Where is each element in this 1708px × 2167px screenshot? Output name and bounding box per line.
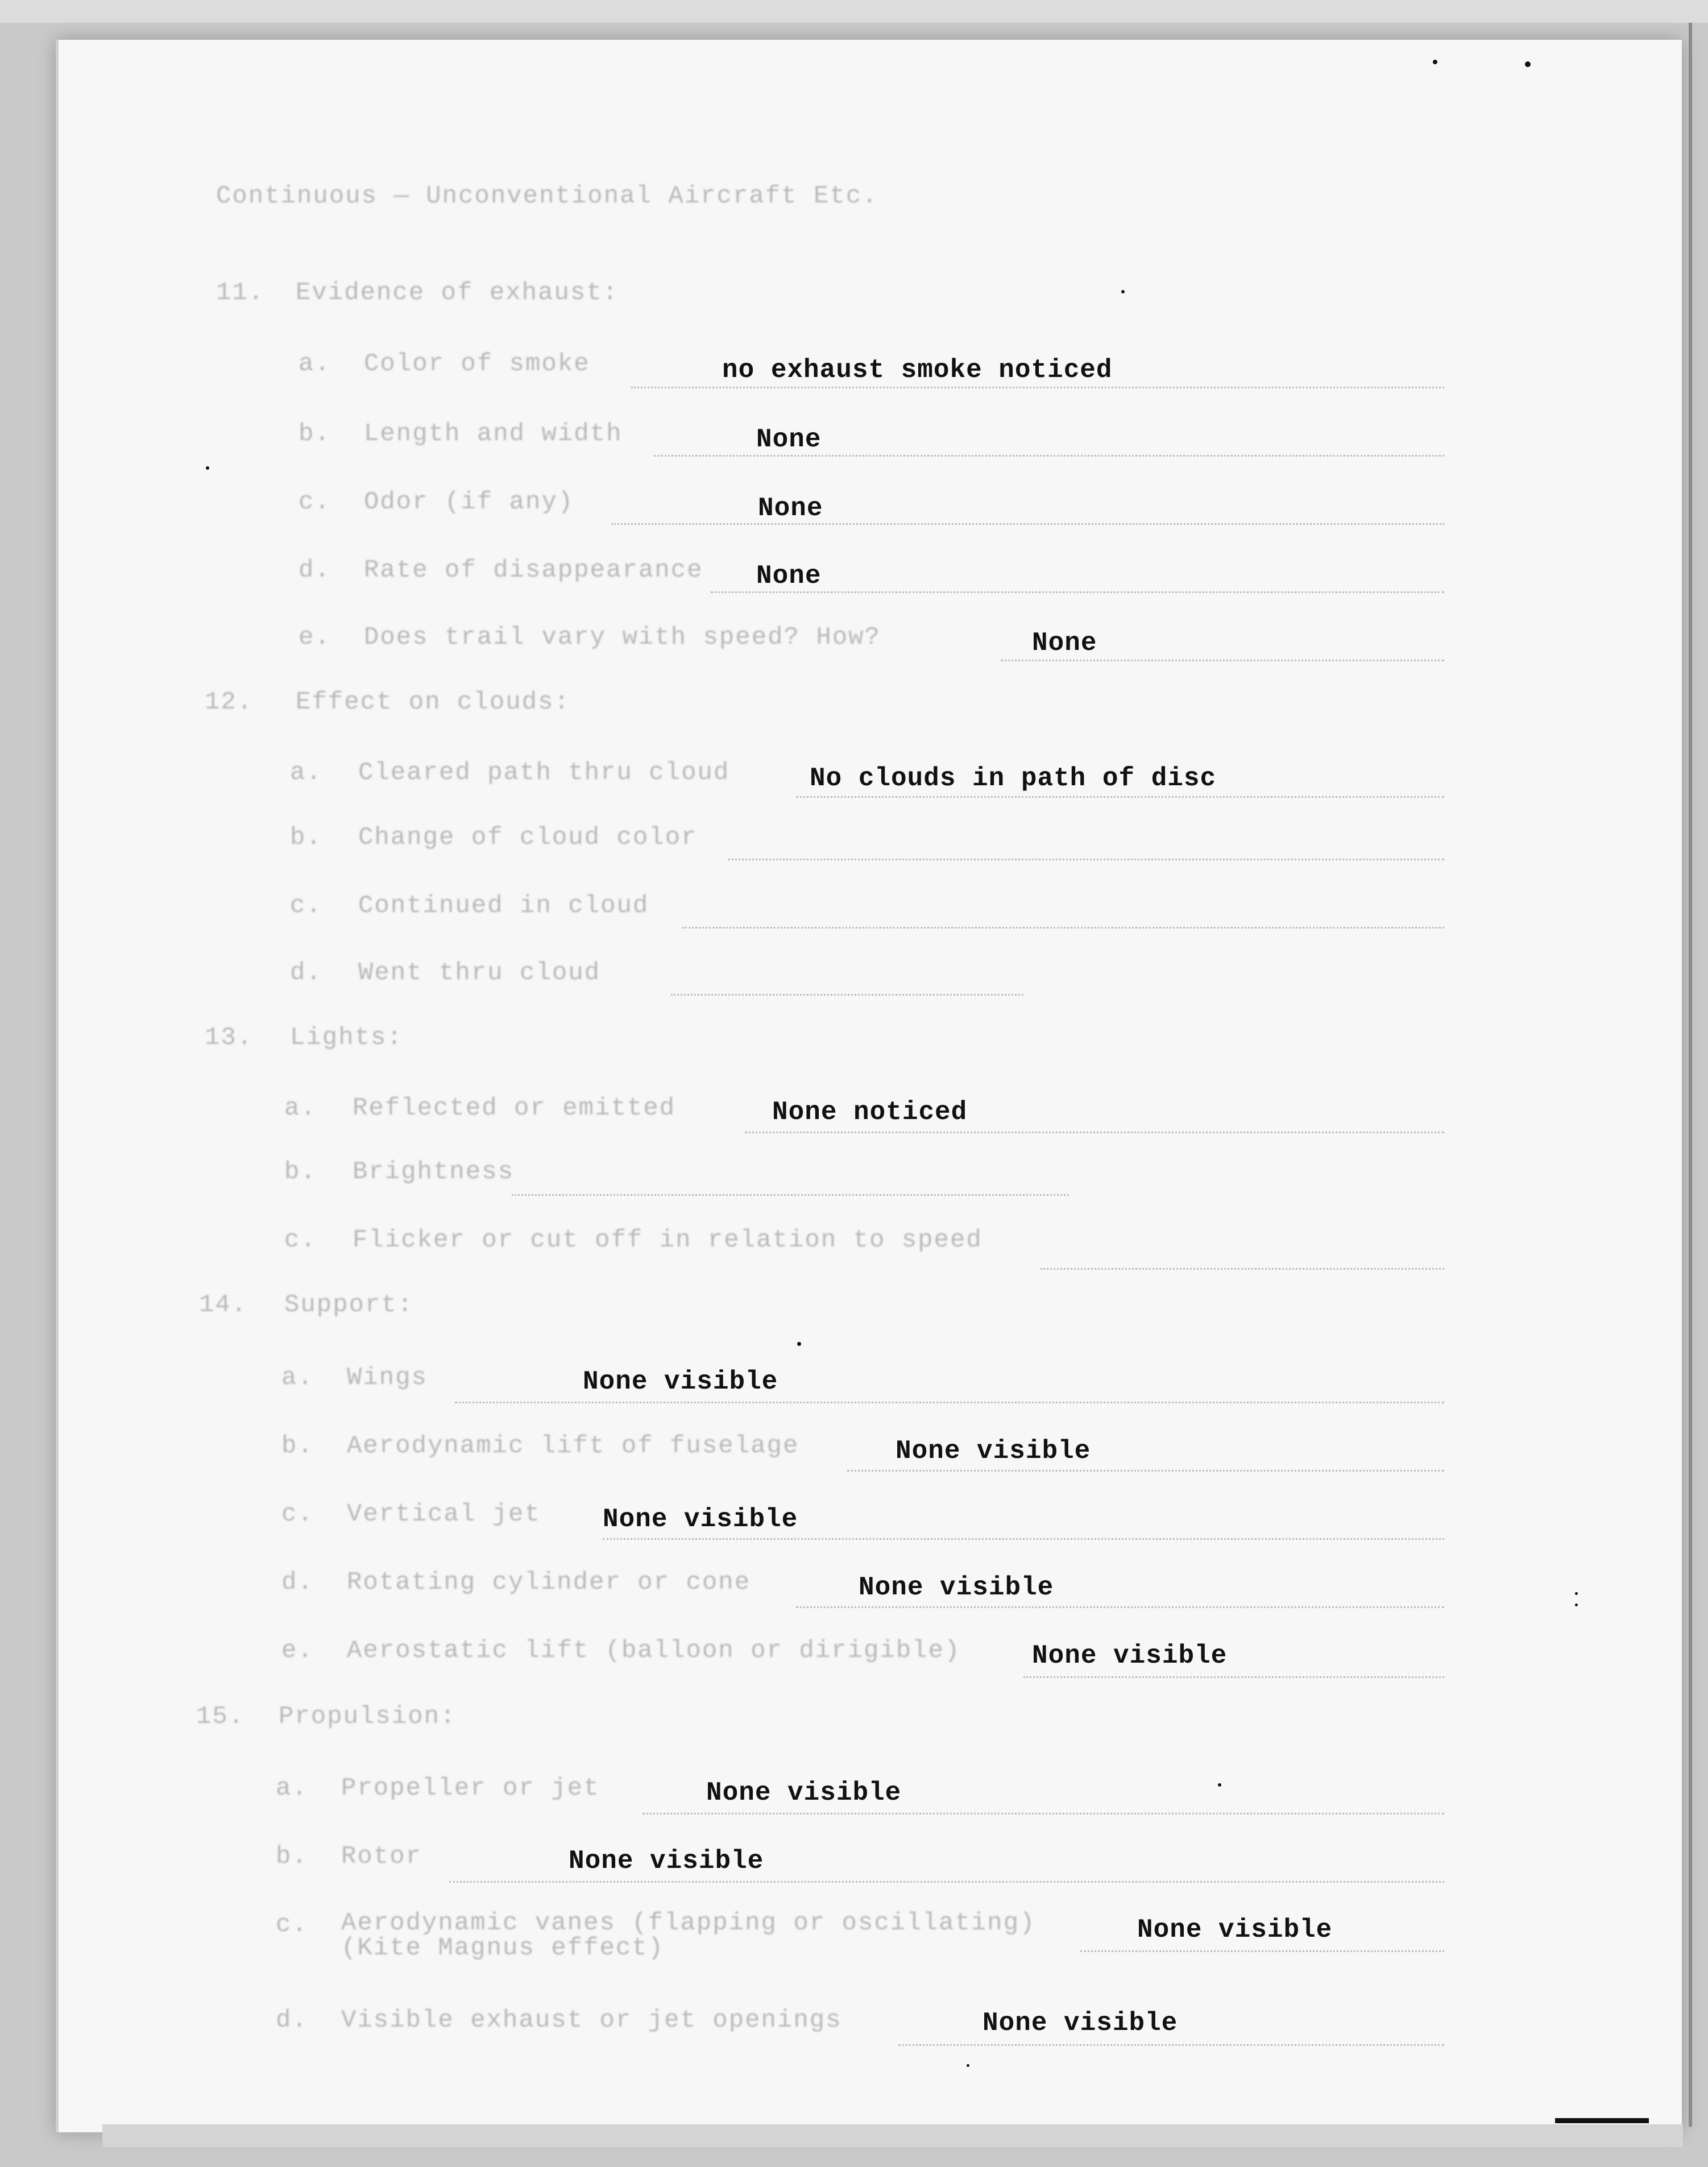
item-letter: b.	[276, 1842, 308, 1871]
answer-line	[455, 1402, 1444, 1403]
item-letter: a.	[290, 759, 322, 787]
answer-line	[745, 1132, 1444, 1133]
section-number: 13.	[205, 1024, 254, 1052]
answer-line	[728, 859, 1444, 860]
answer-text: None visible	[859, 1573, 1054, 1602]
answer-text: None visible	[569, 1846, 764, 1876]
section-title: Evidence of exhaust:	[296, 279, 619, 307]
item-label: Flicker or cut off in relation to speed	[353, 1226, 982, 1254]
item-letter: c.	[284, 1226, 317, 1254]
item-label: Continued in cloud	[358, 892, 649, 920]
section-number: 12.	[205, 688, 254, 716]
item-label: Rotating cylinder or cone	[347, 1568, 751, 1597]
item-label: Went thru cloud	[358, 959, 601, 987]
answer-text: None visible	[583, 1367, 778, 1397]
answer-line	[796, 796, 1444, 798]
answer-text: None	[1032, 628, 1097, 658]
item-letter: c.	[281, 1500, 314, 1528]
item-letter: b.	[284, 1158, 317, 1186]
answer-text: None visible	[982, 2008, 1178, 2038]
item-letter: a.	[281, 1364, 314, 1392]
item-label: Aerodynamic lift of fuselage	[347, 1432, 799, 1460]
scan-speck	[1433, 60, 1437, 64]
item-label: Reflected or emitted	[353, 1094, 676, 1122]
item-letter: b.	[290, 823, 322, 852]
section-title: Support:	[284, 1291, 414, 1319]
answer-text: None visible	[706, 1778, 902, 1808]
scan-top-edge	[0, 0, 1708, 23]
answer-text: No clouds in path of disc	[810, 764, 1217, 793]
answer-line	[1023, 1676, 1444, 1678]
answer-line	[796, 1606, 1444, 1608]
page-heading: Continuous — Unconventional Aircraft Etc.	[216, 182, 878, 210]
item-letter: c.	[276, 1911, 308, 1939]
section-title: Effect on clouds:	[296, 688, 570, 716]
answer-text: None	[756, 561, 822, 591]
item-letter: e.	[281, 1636, 314, 1665]
answer-line	[898, 2044, 1444, 2046]
item-letter: a.	[276, 1774, 308, 1803]
answer-line	[642, 1813, 1444, 1814]
answer-line	[512, 1194, 1069, 1196]
item-label: Odor (if any)	[364, 488, 574, 516]
scan-speck	[206, 466, 209, 470]
answer-line	[711, 591, 1444, 593]
item-letter: e.	[299, 623, 331, 652]
scan-speck	[967, 2064, 969, 2067]
item-label: Cleared path thru cloud	[358, 759, 730, 787]
item-label: Rate of disappearance	[364, 556, 703, 585]
item-letter: b.	[299, 420, 331, 448]
answer-line	[1040, 1268, 1444, 1270]
answer-text: None visible	[1137, 1915, 1333, 1945]
answer-text: None	[756, 425, 822, 454]
item-letter: d.	[281, 1568, 314, 1597]
item-letter: b.	[281, 1432, 314, 1460]
item-label: Aerodynamic vanes (flapping or oscillating) (Kite Magnus effect)	[341, 1909, 1036, 1962]
item-letter: a.	[299, 350, 331, 378]
item-letter: d.	[276, 2006, 308, 2035]
item-label: Aerostatic lift (balloon or dirigible)	[347, 1636, 961, 1665]
scan-speck	[1121, 290, 1125, 293]
answer-text: no exhaust smoke noticed	[722, 355, 1113, 385]
answer-line	[603, 1538, 1444, 1540]
section-number: 14.	[199, 1291, 248, 1319]
scan-right-edge	[1689, 23, 1692, 2127]
scan-bottom-edge	[102, 2124, 1683, 2147]
item-label: Vertical jet	[347, 1500, 541, 1528]
section-number: 11.	[216, 279, 265, 307]
scan-speck	[1525, 61, 1531, 67]
scan-speck	[797, 1342, 801, 1346]
item-label: Change of cloud color	[358, 823, 698, 852]
item-label: Rotor	[341, 1842, 422, 1871]
answer-line	[1080, 1950, 1444, 1952]
scan-speck	[1575, 1592, 1578, 1595]
section-title: Lights:	[290, 1024, 403, 1052]
item-label: Does trail vary with speed? How?	[364, 623, 881, 652]
answer-line	[654, 455, 1444, 457]
item-label: Propeller or jet	[341, 1774, 600, 1803]
answer-text: None visible	[1032, 1641, 1228, 1671]
item-label: Brightness	[353, 1158, 515, 1186]
item-letter: d.	[299, 556, 331, 585]
answer-line	[682, 927, 1444, 929]
item-letter: a.	[284, 1094, 317, 1122]
scan-speck	[1218, 1783, 1221, 1787]
item-letter: d.	[290, 959, 322, 987]
answer-text: None	[758, 494, 823, 523]
item-letter: c.	[299, 488, 331, 516]
item-letter: c.	[290, 892, 322, 920]
scan-mark	[1555, 2118, 1649, 2123]
answer-line	[611, 523, 1444, 525]
item-label: Wings	[347, 1364, 428, 1392]
section-title: Propulsion:	[279, 1702, 457, 1731]
answer-line	[631, 387, 1444, 388]
answer-line	[671, 994, 1023, 996]
answer-text: None visible	[603, 1505, 798, 1534]
item-label: Visible exhaust or jet openings	[341, 2006, 842, 2035]
answer-line	[847, 1470, 1444, 1472]
scan-left-edge	[56, 40, 59, 2132]
answer-text: None noticed	[772, 1097, 968, 1127]
section-number: 15.	[196, 1702, 245, 1731]
answer-text: None visible	[896, 1436, 1091, 1466]
answer-line	[1001, 660, 1444, 661]
scan-speck	[1575, 1604, 1578, 1606]
item-label: Length and width	[364, 420, 623, 448]
answer-line	[449, 1881, 1444, 1883]
item-label: Color of smoke	[364, 350, 590, 378]
